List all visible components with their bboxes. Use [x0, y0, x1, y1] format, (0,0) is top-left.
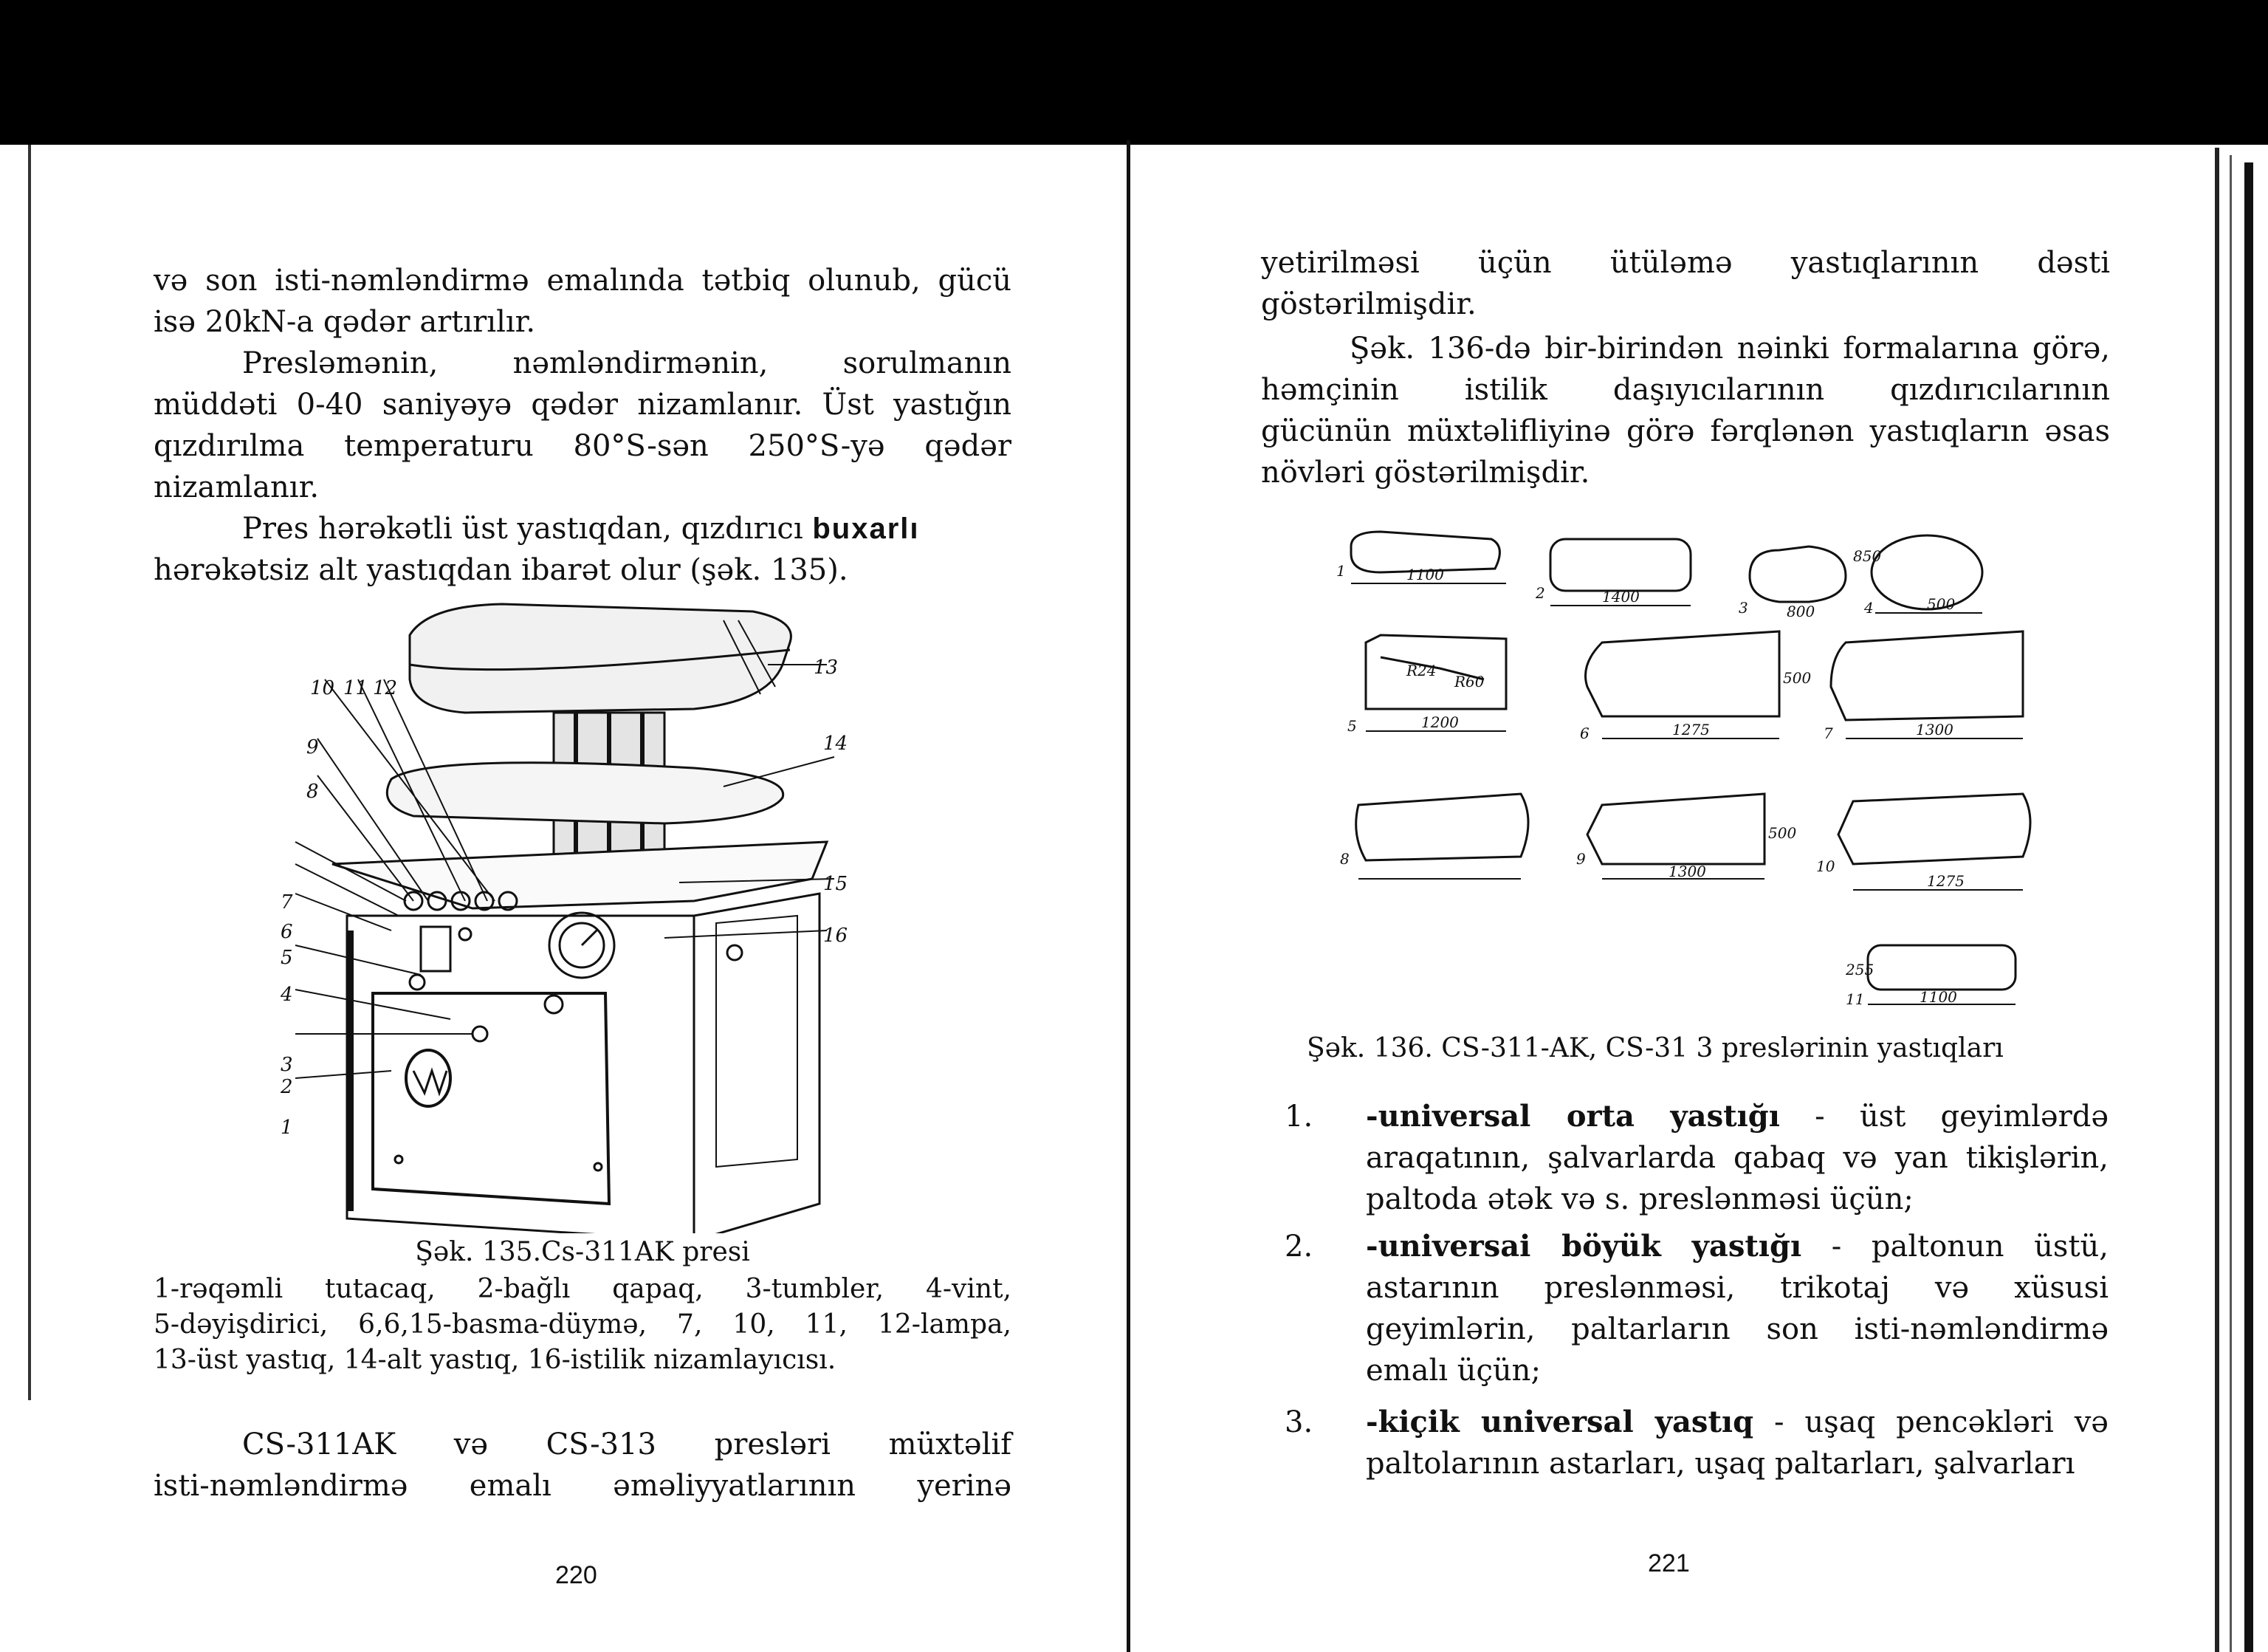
pad-number: 5 — [1347, 717, 1357, 735]
dimension-label: 1300 — [1916, 721, 1953, 738]
text-line: isə 20kN-a qədər artırılır. — [154, 305, 536, 339]
figure-135-legend — [154, 1272, 1011, 1378]
text-line: Presləmənin, nəmləndirmənin, sorulmanın — [242, 346, 1011, 380]
list-item — [1285, 1226, 2109, 1391]
dimension-label: 500 — [1783, 669, 1812, 687]
callout-label: 11 — [343, 677, 368, 699]
text-line: və son isti-nəmləndirmə emalında tətbiq olunub, gücü — [154, 264, 1011, 298]
dimension-label: 1300 — [1669, 863, 1706, 880]
text-line: yetirilməsi üçün ütüləmə yastıqlarının dəsti — [1261, 246, 2110, 280]
text-line: geyimlərin, paltarların son isti-nəmləndirmə — [1366, 1312, 2109, 1346]
callout-label: 4 — [281, 984, 293, 1006]
text-line: gücünün müxtəlifliyinə görə fərqlənən yastıqların əsas — [1261, 414, 2110, 448]
dimension-label: 255 — [1846, 961, 1874, 978]
dimension-label: 1275 — [1927, 872, 1965, 890]
list-item — [1285, 1096, 2109, 1220]
text-line: nizamlanır. — [154, 470, 320, 504]
dimension-label: 1200 — [1421, 713, 1459, 731]
text-line: paltolarının astarları, uşaq paltarları, şalvarları — [1366, 1447, 2075, 1481]
list-number: 3. — [1285, 1405, 1313, 1439]
text-line: araqatının, şalvarlarda qabaq və yan tikişlərin, — [1366, 1141, 2109, 1175]
dimension-label: 1275 — [1672, 721, 1710, 738]
dimension-label: 500 — [1768, 824, 1797, 842]
text-line: CS-311AK və CS-313 presləri müxtəlif — [242, 1427, 1011, 1461]
callout-label: 9 — [306, 736, 319, 758]
text-line: paltoda ətək və s. preslənməsi üçün; — [1366, 1182, 1914, 1216]
dimension-label: 800 — [1787, 603, 1815, 620]
pad-number: 10 — [1816, 857, 1835, 875]
pad-number: 3 — [1739, 599, 1748, 617]
callout-label: 12 — [373, 677, 398, 699]
dimension-label: 500 — [1927, 595, 1956, 613]
right-paragraph-2 — [1261, 328, 2110, 493]
pad-number: 8 — [1340, 850, 1350, 868]
dimension-label: R24 — [1406, 662, 1437, 679]
pad-number: 2 — [1536, 584, 1545, 602]
right-page-edge-outer — [2244, 162, 2253, 1652]
text-line: astarının preslənməsi, trikotaj və xüsusi — [1366, 1271, 2109, 1305]
left-paragraph-4 — [154, 1424, 1011, 1507]
pad-number: 7 — [1824, 724, 1833, 742]
callout-label: 13 — [814, 657, 839, 679]
left-paragraph-1 — [154, 260, 1011, 343]
pad-number: 6 — [1580, 724, 1590, 742]
right-page-edge — [2215, 148, 2219, 1652]
dimension-label: 1100 — [1406, 566, 1444, 583]
pad-number: 11 — [1846, 990, 1865, 1008]
pad-number: 4 — [1864, 599, 1874, 617]
callout-label: 2 — [281, 1076, 293, 1098]
right-paragraph-1 — [1261, 242, 2110, 325]
list-number: 1. — [1285, 1100, 1313, 1134]
text-line — [1366, 1402, 2109, 1443]
bold-term: buxarlı — [812, 513, 920, 545]
dimension-label: 1100 — [1920, 988, 1957, 1006]
callout-label: 1 — [281, 1117, 293, 1139]
callout-label: 16 — [823, 925, 848, 947]
list-item — [1285, 1402, 2109, 1484]
left-paragraph-2 — [154, 343, 1011, 508]
pad-number: 1 — [1336, 562, 1346, 580]
callout-label: 14 — [823, 733, 848, 755]
callout-label: 10 — [310, 677, 335, 699]
dimension-label: R60 — [1454, 673, 1485, 690]
ironing-pads-figure — [1336, 510, 2038, 1012]
right-page-edge-inner — [2230, 155, 2232, 1652]
left-paragraph-3 — [154, 508, 1011, 591]
text-line — [1366, 1096, 2109, 1137]
text-segment: - paltonun üstü, — [1801, 1230, 2109, 1264]
callout-label: 3 — [281, 1054, 293, 1076]
text-line: isti-nəmləndirmə emalı əməliyyatlarının yerinə — [154, 1469, 1011, 1503]
callout-label: 15 — [823, 873, 848, 895]
dimension-label: 850 — [1853, 547, 1882, 565]
text-line — [1366, 1226, 2109, 1267]
text-line: növləri göstərilmişdir. — [1261, 456, 1590, 490]
text-segment: - üst geyimlərdə — [1779, 1100, 2109, 1134]
figure-135-caption: Şək. 135.Cs-311AK presi — [415, 1237, 750, 1267]
text-line: həmçinin istilik daşıyıcılarının qızdırıcılarının — [1261, 373, 2110, 407]
text-line: hərəkətsiz alt yastıqdan ibarət olur (şək. 135). — [154, 553, 848, 587]
text-line: emalı üçün; — [1366, 1354, 1541, 1388]
list-term: -universal orta yastığı — [1366, 1099, 1780, 1134]
text-line: 13-üst yastıq, 14-alt yastıq, 16-istilik nizamlayıcısı. — [154, 1345, 836, 1375]
text-segment: - uşaq pencəkləri və — [1753, 1405, 2109, 1439]
dimension-label: 1400 — [1602, 588, 1640, 606]
press-machine-figure — [281, 591, 871, 1233]
callout-label: 6 — [281, 921, 293, 943]
text-line: müddəti 0-40 saniyəyə qədər nizamlanır. Üst yastığın — [154, 388, 1011, 422]
list-number: 2. — [1285, 1230, 1313, 1264]
text-line: Şək. 136-də bir-birindən nəinki formalarına görə, — [1350, 332, 2110, 366]
callout-label: 7 — [281, 891, 293, 914]
text-line: 1-rəqəmli tutacaq, 2-bağlı qapaq, 3-tumbler, 4-vint, — [154, 1274, 1011, 1304]
list-term: -universai böyük yastığı — [1366, 1229, 1802, 1264]
callout-label: 5 — [281, 947, 293, 969]
pad-number: 9 — [1576, 850, 1586, 868]
text-line: göstərilmişdir. — [1261, 287, 1477, 321]
text-line — [154, 508, 1011, 549]
figure-136-caption: Şək. 136. CS-311-AK, CS-31 3 preslərinin yastıqları — [1307, 1033, 2004, 1063]
text-segment: Pres hərəkətli üst yastıqdan, qızdırıcı — [242, 512, 803, 546]
page-number-right: 221 — [1648, 1549, 1690, 1577]
scan-top-border — [0, 0, 2268, 145]
callout-label: 8 — [306, 781, 319, 803]
text-line: qızdırılma temperaturu 80°S-sən 250°S-yə qədər — [154, 429, 1011, 463]
page-number-left: 220 — [555, 1561, 597, 1589]
list-term: -kiçik universal yastıq — [1366, 1405, 1754, 1439]
book-spine — [1127, 140, 1130, 1652]
left-page-edge — [28, 145, 31, 1400]
text-line: 5-dəyişdirici, 6,6,15-basma-düymə, 7, 10, 11, 12-lampa, — [154, 1309, 1011, 1340]
